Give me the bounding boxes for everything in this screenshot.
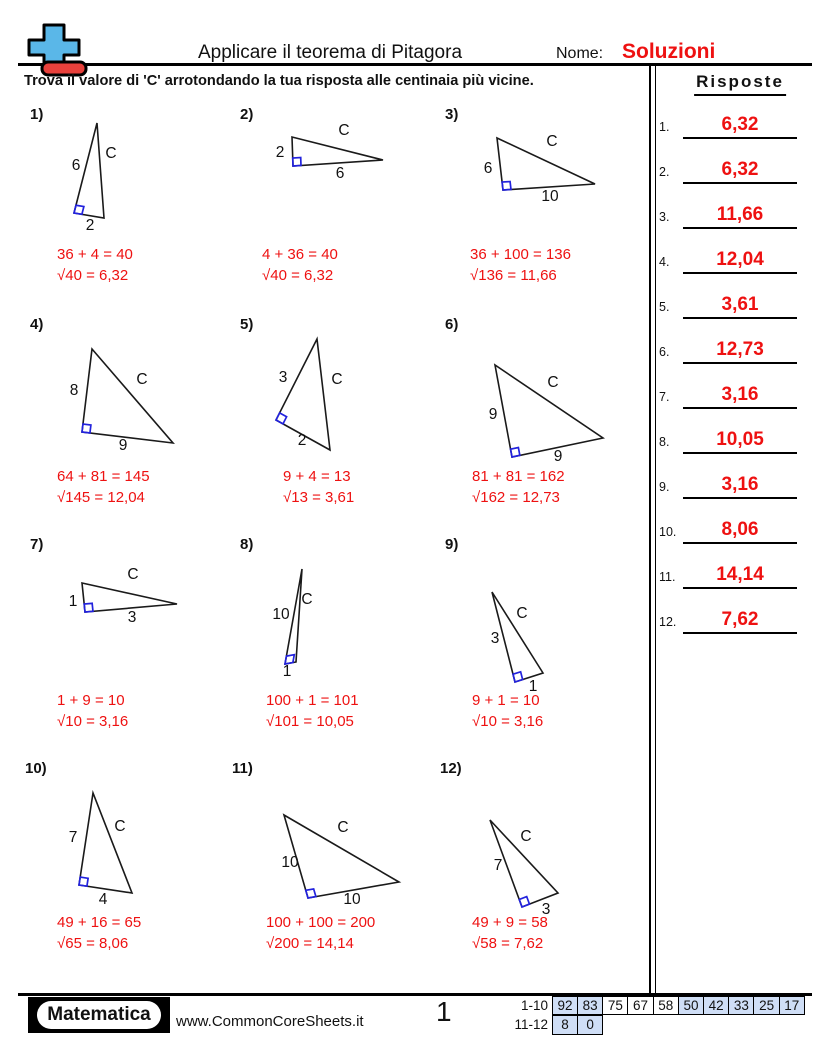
- right-angle-marker: [82, 424, 91, 433]
- score-cell: 58: [653, 996, 680, 1016]
- work-line: √58 = 7,62: [472, 935, 544, 952]
- side-label: C: [520, 828, 532, 845]
- problem-number: 1): [30, 106, 44, 123]
- triangle-figure: [55, 780, 150, 912]
- website-text: www.CommonCoreSheets.it: [176, 1013, 364, 1030]
- right-angle-marker: [519, 897, 529, 907]
- problem-number: 2): [240, 106, 254, 123]
- work-text: [472, 466, 565, 508]
- side-label: 1: [68, 593, 78, 610]
- score-cell: 83: [577, 996, 604, 1016]
- score-cell: 8: [552, 1015, 579, 1035]
- answer-row: [655, 292, 805, 337]
- answer-value: 6,32: [721, 159, 759, 180]
- triangle-figure: [265, 560, 325, 680]
- side-label: 7: [493, 857, 503, 874]
- problem-number: 5): [240, 316, 254, 333]
- side-label: 9: [118, 437, 128, 454]
- answer-blank-line: [683, 587, 797, 589]
- answer-row: [655, 157, 805, 202]
- answer-row: [655, 382, 805, 427]
- answer-value: 12,73: [716, 339, 764, 360]
- score-cell: 33: [728, 996, 755, 1016]
- side-label: C: [516, 605, 528, 622]
- triangle-outline: [82, 349, 173, 443]
- work-text: [266, 690, 359, 732]
- problem-number: 6): [445, 316, 459, 333]
- answer-row: [655, 472, 805, 517]
- score-cell: 92: [552, 996, 579, 1016]
- page-number: 1: [436, 996, 452, 1027]
- answers-column-title: Risposte: [694, 72, 786, 96]
- brand-logo: [28, 997, 170, 1033]
- score-cell: 75: [602, 996, 629, 1016]
- side-label: 8: [69, 382, 79, 399]
- score-cells-row: [553, 1015, 603, 1035]
- problem-number: 11): [232, 760, 253, 777]
- brand-label: Matematica: [37, 1001, 161, 1029]
- right-angle-marker: [306, 889, 316, 898]
- work-text: [57, 466, 150, 508]
- work-line: 4 + 36 = 40: [262, 246, 338, 263]
- answer-number: 7.: [659, 390, 670, 404]
- page-title: Applicare il teorema di Pitagora: [197, 42, 463, 63]
- side-label: 6: [335, 165, 345, 182]
- answer-value: 3,16: [721, 384, 759, 405]
- work-line: 36 + 4 = 40: [57, 246, 133, 263]
- work-line: √136 = 11,66: [470, 267, 557, 284]
- problem-number: 10): [25, 760, 47, 777]
- answer-row: [655, 337, 805, 382]
- work-line: √162 = 12,73: [472, 489, 560, 506]
- side-label: 9: [488, 406, 498, 423]
- work-line: √10 = 3,16: [472, 713, 544, 730]
- triangle-figure: [260, 320, 375, 460]
- score-range-label: 11-12: [514, 1017, 548, 1033]
- right-angle-marker: [79, 877, 88, 886]
- triangle-figure: [235, 105, 405, 195]
- answers-separator-line-1: [649, 66, 651, 993]
- answer-blank-line: [683, 182, 797, 184]
- triangle-figure: [470, 585, 560, 700]
- side-label: 7: [68, 829, 78, 846]
- answer-number: 6.: [659, 345, 670, 359]
- side-label: 4: [98, 891, 108, 908]
- answer-value: 8,06: [721, 519, 759, 540]
- work-text: [57, 912, 141, 954]
- answer-number: 4.: [659, 255, 670, 269]
- answer-number: 8.: [659, 435, 670, 449]
- side-label: 1: [282, 663, 292, 680]
- work-line: 100 + 100 = 200: [266, 914, 376, 931]
- work-line: √40 = 6,32: [57, 267, 129, 284]
- answer-row: [655, 562, 805, 607]
- side-label: C: [337, 819, 349, 836]
- answer-blank-line: [683, 137, 797, 139]
- answer-value: 6,32: [721, 114, 759, 135]
- answer-value: 10,05: [716, 429, 764, 450]
- answer-value: 14,14: [716, 564, 764, 585]
- right-angle-marker: [84, 603, 93, 612]
- work-text: [57, 244, 133, 286]
- answer-value: 12,04: [716, 249, 764, 270]
- answer-number: 12.: [659, 615, 677, 629]
- side-label: C: [127, 566, 139, 583]
- triangle-outline: [82, 583, 177, 612]
- work-line: √10 = 3,16: [57, 713, 129, 730]
- triangle-figure: [440, 105, 610, 215]
- answer-blank-line: [683, 452, 797, 454]
- work-line: √145 = 12,04: [57, 489, 145, 506]
- side-label: C: [547, 374, 559, 391]
- answer-value: 11,66: [716, 204, 764, 225]
- side-label: C: [331, 371, 343, 388]
- score-cell: 50: [678, 996, 705, 1016]
- work-line: 81 + 81 = 162: [472, 468, 565, 485]
- work-line: 64 + 81 = 145: [57, 468, 150, 485]
- answer-blank-line: [683, 542, 797, 544]
- answer-blank-line: [683, 272, 797, 274]
- score-range-label: 1-10: [520, 997, 548, 1013]
- side-label: 10: [272, 606, 290, 623]
- side-label: 10: [343, 891, 361, 908]
- work-line: √13 = 3,61: [283, 489, 355, 506]
- work-text: [57, 690, 128, 732]
- side-label: C: [136, 371, 148, 388]
- score-cell: 25: [753, 996, 780, 1016]
- answer-blank-line: [683, 407, 797, 409]
- score-cells-row: [553, 996, 805, 1016]
- side-label: 9: [553, 448, 563, 465]
- triangle-figure: [55, 555, 190, 630]
- answer-blank-line: [683, 227, 797, 229]
- side-label: 3: [278, 369, 288, 386]
- problem-number: 3): [445, 106, 459, 123]
- work-line: 9 + 4 = 13: [283, 468, 351, 485]
- right-angle-marker: [513, 672, 523, 682]
- problem-number: 4): [30, 316, 44, 333]
- side-label: 1: [528, 678, 538, 695]
- answer-row: [655, 517, 805, 562]
- work-line: 49 + 16 = 65: [57, 914, 142, 931]
- side-label: 6: [71, 157, 81, 174]
- side-label: 2: [275, 144, 285, 161]
- side-label: 6: [483, 160, 493, 177]
- work-line: 9 + 1 = 10: [472, 692, 540, 709]
- answer-blank-line: [683, 632, 797, 634]
- answer-row: [655, 112, 805, 157]
- triangle-figure: [445, 330, 620, 465]
- right-angle-marker: [276, 413, 287, 424]
- work-line: √101 = 10,05: [266, 713, 354, 730]
- side-label: C: [546, 133, 558, 150]
- answer-value: 3,61: [721, 294, 759, 315]
- work-line: √200 = 14,14: [266, 935, 354, 952]
- answer-number: 1.: [659, 120, 670, 134]
- answer-row: [655, 202, 805, 247]
- problem-number: 12): [440, 760, 462, 777]
- side-label: 3: [541, 901, 551, 918]
- right-angle-marker: [74, 205, 84, 214]
- side-label: C: [301, 591, 313, 608]
- instruction-text: Trova il valore di 'C' arrotondando la tua risposta alle centinaia più vicine.: [24, 73, 534, 89]
- problem-number: 7): [30, 536, 44, 553]
- score-cell: 17: [779, 996, 806, 1016]
- work-text: [472, 690, 543, 732]
- triangle-figure: [55, 110, 150, 235]
- answer-blank-line: [683, 317, 797, 319]
- side-label: 10: [541, 188, 559, 205]
- answer-row: [655, 427, 805, 472]
- side-label: C: [114, 818, 126, 835]
- answer-row: [655, 247, 805, 292]
- work-text: [266, 912, 375, 954]
- answer-number: 5.: [659, 300, 670, 314]
- work-line: 49 + 9 = 58: [472, 914, 548, 931]
- score-cell: 42: [703, 996, 730, 1016]
- side-label: 3: [490, 630, 500, 647]
- work-line: √65 = 8,06: [57, 935, 129, 952]
- work-text: [472, 912, 548, 954]
- side-label: C: [105, 145, 117, 162]
- triangle-figure: [465, 805, 575, 920]
- work-line: 36 + 100 = 136: [470, 246, 571, 263]
- side-label: 2: [85, 217, 95, 234]
- triangle-figure: [265, 800, 415, 915]
- right-angle-marker: [502, 182, 511, 190]
- work-line: 1 + 9 = 10: [57, 692, 125, 709]
- score-cell: 0: [577, 1015, 604, 1035]
- score-cell: 67: [627, 996, 654, 1016]
- side-label: 10: [281, 854, 299, 871]
- right-angle-marker: [511, 447, 520, 457]
- work-text: [283, 466, 354, 508]
- side-label: C: [338, 122, 350, 139]
- right-angle-marker: [293, 157, 301, 166]
- answer-row: [655, 607, 805, 652]
- triangle-outline: [292, 137, 383, 166]
- work-text: [470, 244, 571, 286]
- answer-number: 9.: [659, 480, 670, 494]
- name-label: Nome:: [556, 45, 604, 62]
- work-line: 100 + 1 = 101: [266, 692, 359, 709]
- side-label: 3: [127, 609, 137, 626]
- answer-number: 10.: [659, 525, 677, 539]
- work-line: √40 = 6,32: [262, 267, 334, 284]
- answer-value: 3,16: [721, 474, 759, 495]
- name-value-solutions: Soluzioni: [622, 40, 716, 63]
- answer-number: 3.: [659, 210, 670, 224]
- answer-blank-line: [683, 497, 797, 499]
- answer-value: 7,62: [721, 609, 759, 630]
- triangle-figure: [50, 320, 190, 465]
- problem-number: 9): [445, 536, 459, 553]
- work-text: [262, 244, 338, 286]
- answer-blank-line: [683, 362, 797, 364]
- side-label: 2: [297, 432, 307, 449]
- answer-number: 2.: [659, 165, 670, 179]
- answer-number: 11.: [659, 570, 676, 584]
- problem-number: 8): [240, 536, 254, 553]
